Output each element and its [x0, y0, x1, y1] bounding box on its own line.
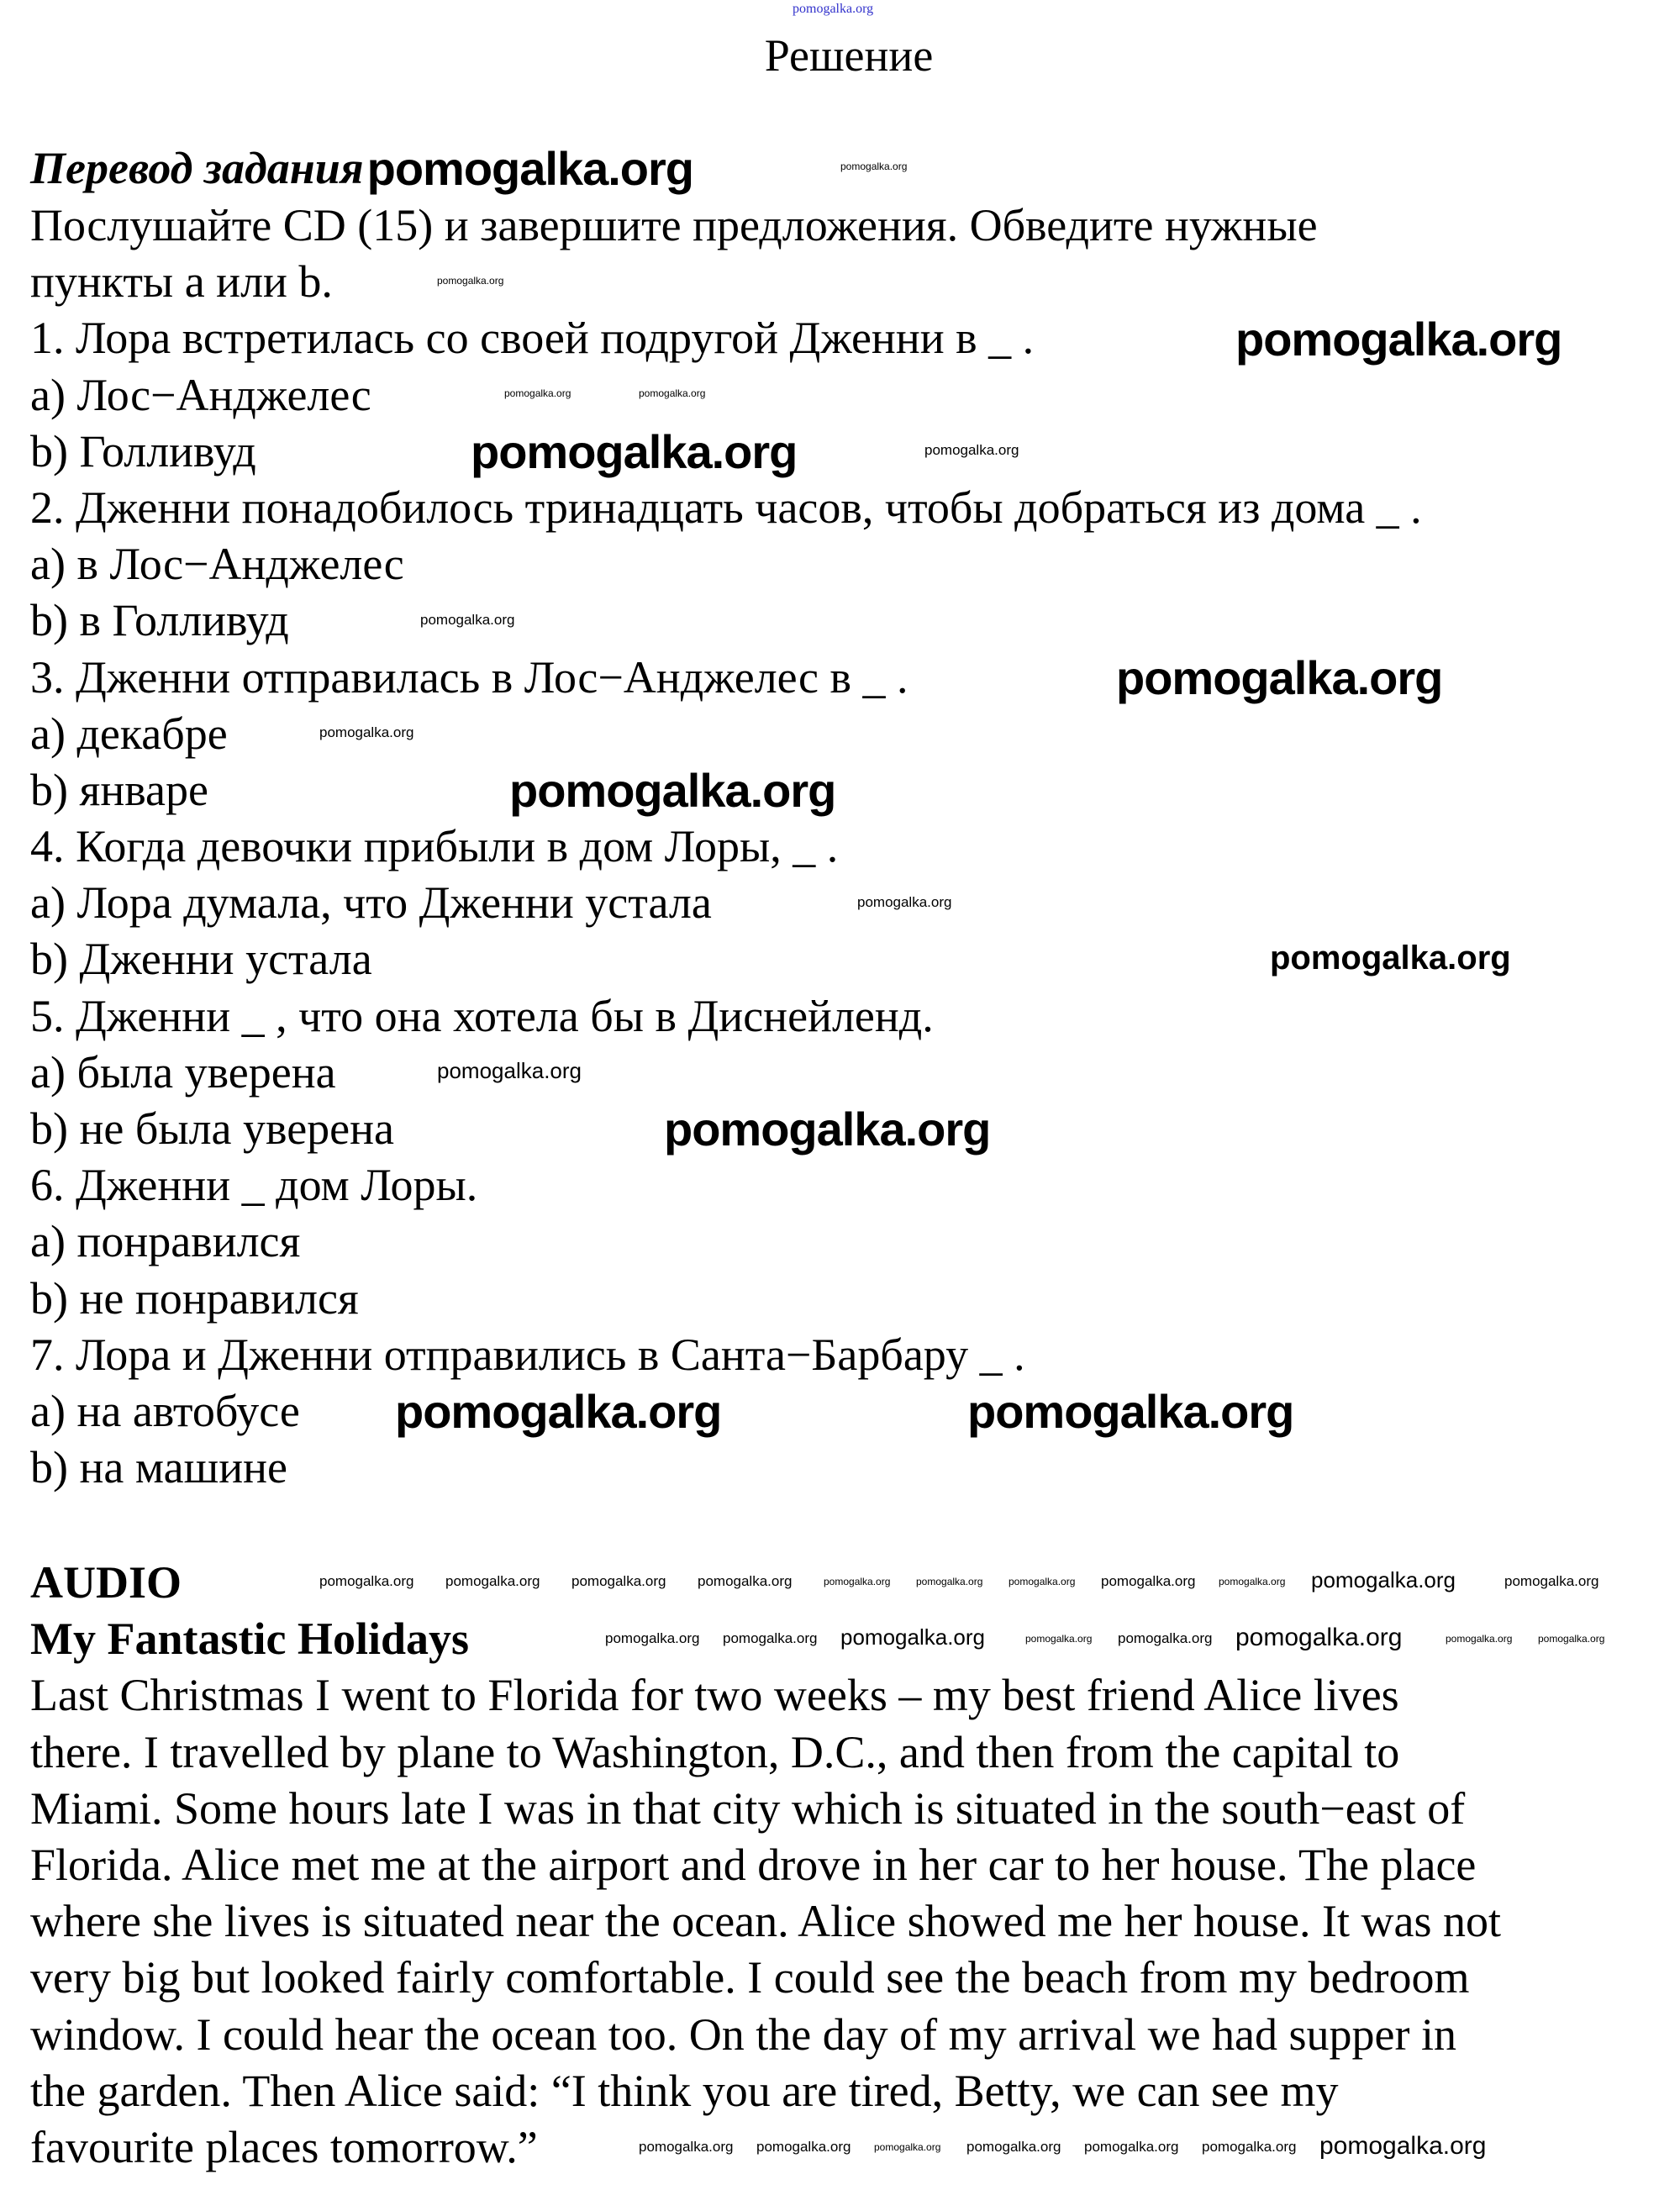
- question-7: 7. Лора и Дженни отправились в Санта−Барбару _ .: [30, 1329, 1025, 1380]
- text-line: пункты a или b.: [30, 256, 333, 308]
- watermark: pomogalka.org: [1235, 1624, 1403, 1651]
- option-a: a) была уверена: [30, 1046, 336, 1098]
- watermark: pomogalka.org: [437, 1058, 582, 1083]
- watermark: pomogalka.org: [1202, 2139, 1297, 2155]
- watermark: pomogalka.org: [1009, 1576, 1076, 1587]
- watermark: pomogalka.org: [916, 1576, 983, 1587]
- question-2: 2. Дженни понадобилось тринадцать часов, чтобы добраться из дома _ .: [30, 482, 1422, 533]
- story-line: the garden. Then Alice said: “I think you are tired, Betty, we can see my: [30, 2065, 1339, 2116]
- watermark: pomogalka.org: [840, 1624, 985, 1650]
- watermark: pomogalka.org: [840, 161, 908, 172]
- story-line: there. I travelled by plane to Washington, D.C., and then from the capital to: [30, 1726, 1400, 1777]
- question-5: 5. Дженни _ , что она хотела бы в Диснейленд.: [30, 990, 934, 1041]
- watermark: pomogalka.org: [1311, 1567, 1456, 1592]
- watermark: pomogalka.org: [1084, 2139, 1179, 2155]
- watermark: pomogalka.org: [395, 1385, 722, 1438]
- watermark: pomogalka.org: [1025, 1633, 1093, 1645]
- page-title: Решение: [764, 30, 934, 81]
- option-b: b) на машине: [30, 1442, 287, 1493]
- watermark: pomogalka.org: [366, 141, 694, 195]
- translation-text: [30, 197, 1422, 1496]
- story-line: Last Christmas I went to Florida for two weeks – my best friend Alice lives: [30, 1670, 1399, 1721]
- story-line: favourite places tomorrow.”: [30, 2121, 538, 2172]
- watermark: pomogalka.org: [664, 1103, 991, 1156]
- watermark: pomogalka.org: [756, 2139, 851, 2155]
- watermark: pomogalka.org: [874, 2141, 941, 2153]
- watermark: pomogalka.org: [509, 764, 836, 817]
- text-line: Послушайте CD (15) и завершите предложения. Обведите нужные: [30, 200, 1318, 250]
- watermark: pomogalka.org: [924, 442, 1019, 458]
- watermark: pomogalka.org: [824, 1576, 891, 1587]
- story-line: window. I could hear the ocean too. On the day of my arrival we had supper in: [30, 2008, 1456, 2060]
- option-b: b) Голливуд: [30, 425, 256, 476]
- option-a: a) в Лос−Анджелес: [30, 539, 404, 590]
- translation-heading: Перевод задания: [30, 143, 364, 193]
- watermark: pomogalka.org: [639, 2139, 734, 2155]
- question-3: 3. Дженни отправилась в Лос−Анджелес в _ .: [30, 651, 908, 703]
- watermark: pomogalka.org: [1219, 1576, 1286, 1587]
- watermark: pomogalka.org: [1446, 1633, 1513, 1645]
- audio-label: AUDIO: [30, 1557, 182, 1608]
- option-b: b) не понравился: [30, 1272, 359, 1324]
- story-line: Florida. Alice met me at the airport and drove in her car to her house. The place: [30, 1839, 1477, 1890]
- story-line: Miami. Some hours late I was in that city which is situated in the south−east of: [30, 1782, 1466, 1834]
- watermark: pomogalka.org: [966, 2139, 1061, 2155]
- watermark: pomogalka.org: [857, 894, 952, 910]
- watermark: pomogalka.org: [471, 425, 798, 478]
- watermark: pomogalka.org: [605, 1630, 700, 1646]
- watermark: pomogalka.org: [319, 724, 414, 740]
- watermark: pomogalka.org: [967, 1385, 1294, 1438]
- watermark: pomogalka.org: [1116, 651, 1443, 704]
- watermark: pomogalka.org: [504, 387, 571, 399]
- top-watermark: pomogalka.org: [793, 2, 874, 16]
- watermark: pomogalka.org: [1504, 1573, 1599, 1589]
- option-b: b) в Голливуд: [30, 595, 289, 646]
- option-b: b) не была уверена: [30, 1103, 395, 1154]
- question-4: 4. Когда девочки прибыли в дом Лоры, _ .: [30, 821, 839, 872]
- watermark: pomogalka.org: [1319, 2132, 1487, 2160]
- watermark: pomogalka.org: [1101, 1573, 1196, 1589]
- watermark: pomogalka.org: [1538, 1633, 1605, 1645]
- option-b: b) январе: [30, 764, 208, 815]
- watermark: pomogalka.org: [1118, 1630, 1213, 1646]
- watermark: pomogalka.org: [319, 1573, 414, 1589]
- question-1: 1. Лора встретилась со своей подругой Дженни в _ .: [30, 313, 1035, 364]
- translation-heading-row: [30, 140, 693, 197]
- option-a: a) Лос−Анджелес: [30, 369, 371, 420]
- option-a: a) понравился: [30, 1216, 301, 1267]
- option-b: b) Дженни устала: [30, 934, 372, 985]
- watermark: pomogalka.org: [639, 387, 706, 399]
- option-a: a) декабре: [30, 708, 228, 759]
- option-a: a) Лора думала, что Дженни устала: [30, 877, 712, 929]
- question-6: 6. Дженни _ дом Лоры.: [30, 1160, 478, 1211]
- watermark: pomogalka.org: [445, 1573, 540, 1589]
- watermark: pomogalka.org: [1270, 940, 1511, 977]
- watermark: pomogalka.org: [698, 1573, 793, 1589]
- watermark: pomogalka.org: [420, 612, 515, 628]
- watermark: pomogalka.org: [571, 1573, 666, 1589]
- story-line: where she lives is situated near the ocean. Alice showed me her house. It was not: [30, 1896, 1501, 1947]
- story-title: My Fantastic Holidays: [30, 1614, 469, 1665]
- watermark: pomogalka.org: [437, 275, 504, 287]
- story-line: very big but looked fairly comfortable. I could see the beach from my bedroom: [30, 1952, 1470, 2003]
- option-a: a) на автобусе: [30, 1385, 300, 1436]
- watermark: pomogalka.org: [1235, 313, 1562, 366]
- watermark: pomogalka.org: [723, 1630, 818, 1646]
